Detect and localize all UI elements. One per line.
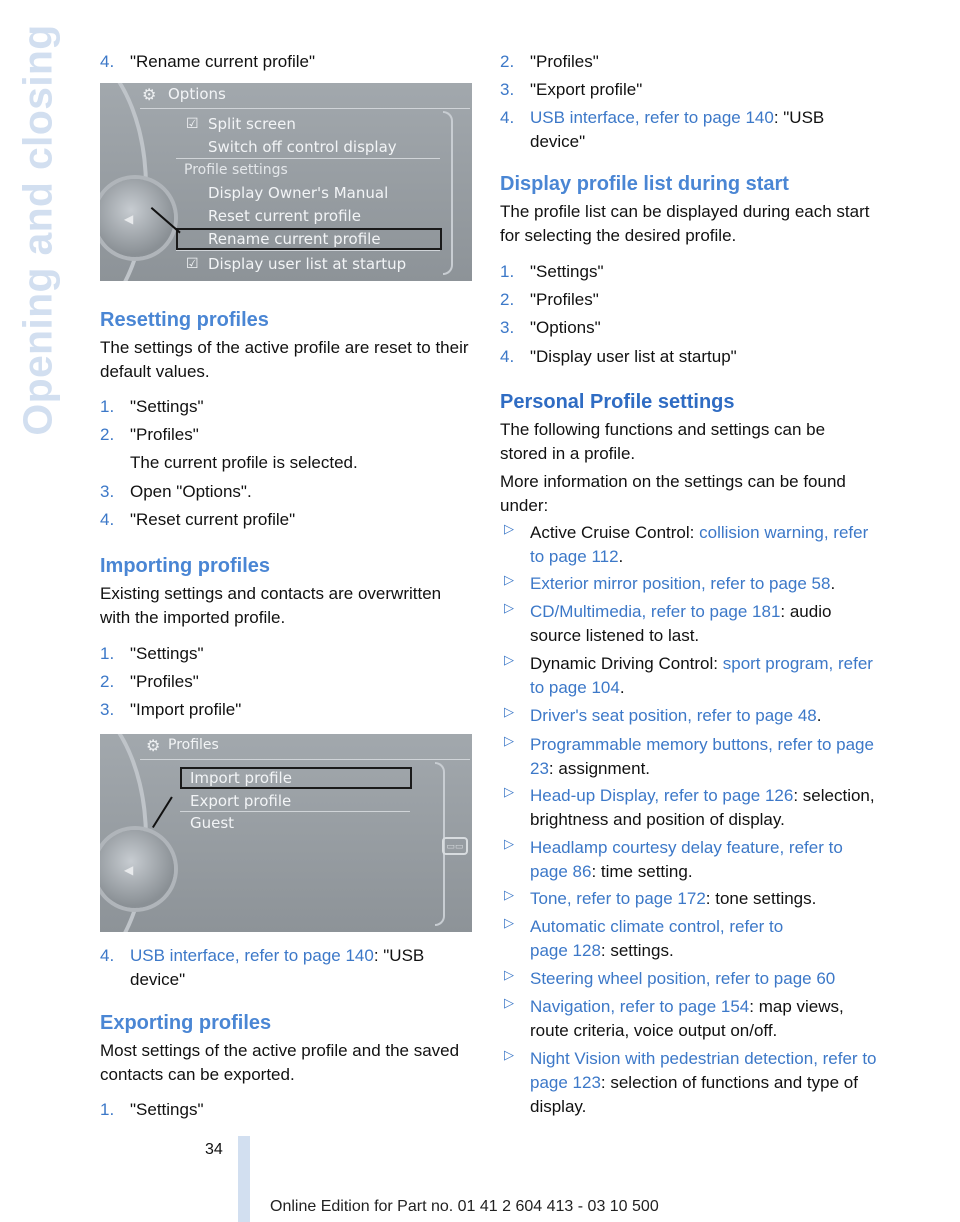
menu-import-profile: Import profile <box>190 769 292 787</box>
menu-rename-current-profile: Rename current profile <box>208 230 381 248</box>
footer-edition: Online Edition for Part no. 01 41 2 604 413 - 03 10 500 <box>270 1198 659 1215</box>
heading-importing-profiles: Importing profiles <box>100 555 270 577</box>
chevron-left-icon: ◀ <box>124 212 134 226</box>
usb-interface-link[interactable]: USB interface, refer to page 140 <box>530 108 774 127</box>
bullet-link[interactable]: collision warning, refer to page 112 <box>530 523 869 566</box>
menu-guest: Guest <box>190 814 235 832</box>
screen-toggle-icon: ▭▭ <box>442 837 468 855</box>
controller-knob <box>100 830 174 908</box>
bullet-link[interactable]: sport program, refer to page 104 <box>530 654 873 697</box>
menu-switch-off-display: Switch off control display <box>208 138 397 156</box>
personal-intro-2: More information on the settings can be found under: <box>500 472 846 515</box>
footer-accent-bar <box>238 1136 250 1222</box>
heading-resetting-profiles: Resetting profiles <box>100 309 269 331</box>
scroll-arc <box>443 111 453 275</box>
chapter-side-title: Opening and closing <box>14 24 61 436</box>
triangle-bullet-icon: ▷ <box>504 784 514 799</box>
menu-split-screen: Split screen <box>208 115 296 133</box>
usb-interface-link[interactable]: USB interface, refer to page 140 <box>130 946 374 965</box>
check-icon: ☑ <box>186 116 199 132</box>
page-number: 34 <box>205 1141 223 1158</box>
importing-intro: Existing settings and contacts are overwritten with the imported profile. <box>100 584 442 627</box>
triangle-bullet-icon: ▷ <box>504 572 514 587</box>
pointer-line <box>152 796 173 828</box>
triangle-bullet-icon: ▷ <box>504 995 514 1010</box>
display-list-intro: The profile list can be displayed during each start for selecting the desired profile. <box>500 202 870 245</box>
heading-exporting-profiles: Exporting profiles <box>100 1012 272 1034</box>
heading-personal-profile-settings: Personal Profile settings <box>500 391 735 413</box>
triangle-bullet-icon: ▷ <box>504 521 514 536</box>
menu-export-profile: Export profile <box>190 792 292 810</box>
bullet-link[interactable]: Exterior mirror position, refer to page 58 <box>530 574 831 593</box>
triangle-bullet-icon: ▷ <box>504 733 514 748</box>
bullet-link[interactable]: CD/Multimedia, refer to page 181 <box>530 602 781 621</box>
bullet-link[interactable]: Head-up Display, refer to page 126 <box>530 786 794 805</box>
bullet-link[interactable]: Tone, refer to page 172 <box>530 889 706 908</box>
personal-intro-1: The following functions and settings can be stored in a profile. <box>500 420 826 463</box>
gear-icon: ⚙ <box>146 738 161 755</box>
profiles-title: Profiles <box>168 737 219 753</box>
divider <box>176 158 440 159</box>
options-title: Options <box>168 85 226 103</box>
menu-display-user-list: Display user list at startup <box>208 255 407 273</box>
resetting-intro: The settings of the active profile are reset to their default values. <box>100 338 469 381</box>
triangle-bullet-icon: ▷ <box>504 887 514 902</box>
triangle-bullet-icon: ▷ <box>504 1047 514 1062</box>
menu-reset-current-profile: Reset current profile <box>208 207 361 225</box>
heading-display-profile-list: Display profile list during start <box>500 173 789 195</box>
profiles-menu-screenshot <box>100 734 472 932</box>
bullet-link[interactable]: Steering wheel position, refer to page 60 <box>530 969 836 988</box>
bullet-link[interactable]: Night Vision with pedestrian detection, refer to page 123 <box>530 1049 877 1092</box>
triangle-bullet-icon: ▷ <box>504 967 514 982</box>
bullet-link[interactable]: Headlamp courtesy delay feature, refer to page 86 <box>530 838 843 881</box>
gear-icon: ⚙ <box>142 87 157 104</box>
bullet-link[interactable]: Programmable memory buttons, refer to page 23 <box>530 735 874 778</box>
triangle-bullet-icon: ▷ <box>504 704 514 719</box>
triangle-bullet-icon: ▷ <box>504 915 514 930</box>
menu-display-owners-manual: Display Owner's Manual <box>208 184 389 202</box>
check-icon: ☑ <box>186 256 199 272</box>
divider <box>176 250 440 251</box>
bullet-link[interactable]: Driver's seat position, refer to page 48 <box>530 706 817 725</box>
triangle-bullet-icon: ▷ <box>504 836 514 851</box>
divider <box>140 108 470 109</box>
chevron-left-icon: ◀ <box>124 863 134 877</box>
options-menu-screenshot <box>100 83 472 281</box>
exporting-intro: Most settings of the active profile and the saved contacts can be exported. <box>100 1041 460 1084</box>
triangle-bullet-icon: ▷ <box>504 600 514 615</box>
bullet-link[interactable]: Navigation, refer to page 154 <box>530 997 750 1016</box>
divider <box>180 811 410 812</box>
bullet-link[interactable]: Automatic climate control, refer to page 128 <box>530 917 784 960</box>
triangle-bullet-icon: ▷ <box>504 652 514 667</box>
section-profile-settings: Profile settings <box>184 162 288 178</box>
divider <box>140 759 470 760</box>
